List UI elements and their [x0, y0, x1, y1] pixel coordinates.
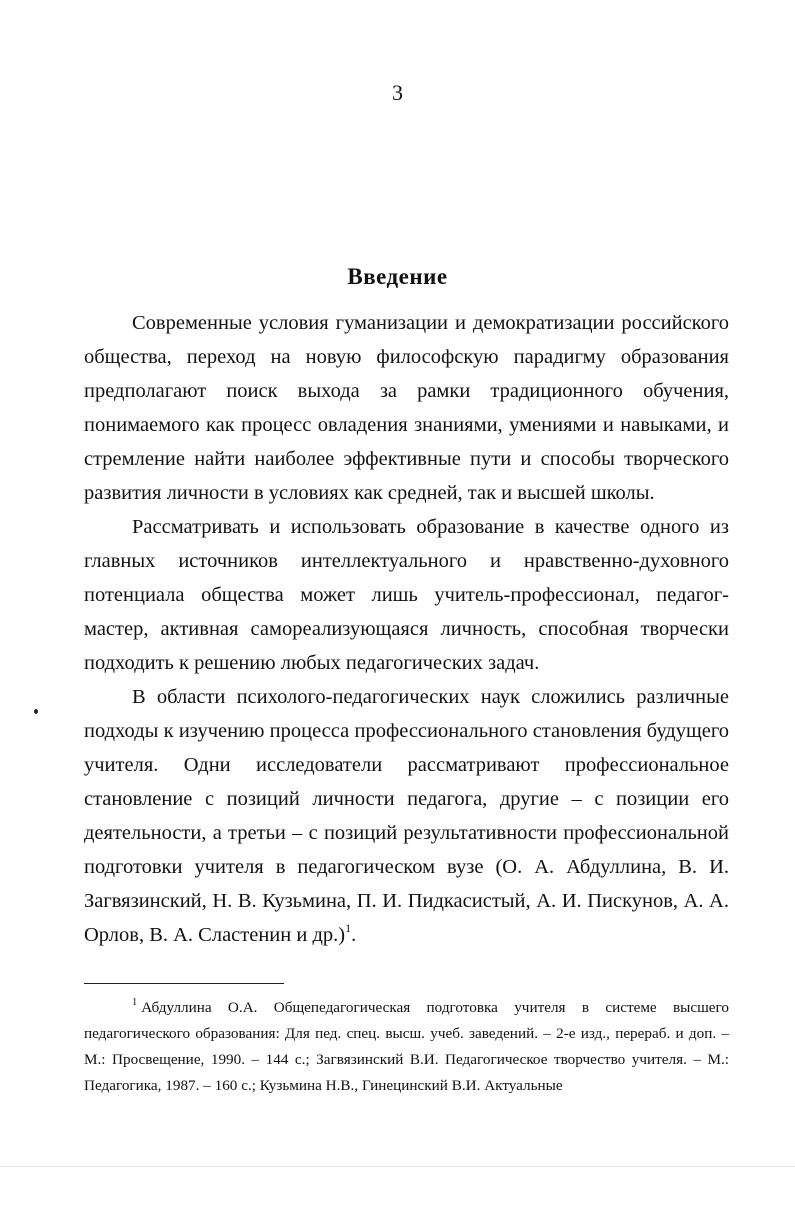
footnote-reference: 1 — [345, 921, 352, 935]
footnote-text: Абдуллина О.А. Общепедагогическая подготовка учителя в системе высшего педагогического образования: Для пед. спец. высш. учеб. заведений. – 2-е изд., перераб. и доп. – М.: Просвещение, 1990. – 144 с.; Загвязинский В.И. Педагогическое творчество учителя. – М.: Педагогика, 1987. – 160 с.; Кузьмина Н.В., Гинецинский В.И. Актуальные — [84, 999, 729, 1094]
footnote-marker: 1 — [132, 997, 138, 1008]
paragraph-2: Рассматривать и использовать образование в качестве одного из главных источников интеллектуального и нравственно-духовного потенциала общества может лишь учитель-профессионал, педагог-мастер, активная самореализующаяся личность, способная творчески подходить к решению любых педагогических задач. — [84, 516, 729, 674]
paragraph-3-tail: . — [351, 924, 357, 946]
page-number: 3 — [392, 80, 403, 105]
page-title: Введение — [347, 264, 448, 289]
paragraph-1: Современные условия гуманизации и демократизации российского общества, переход на новую философскую парадигму образования предполагают поиск выхода за рамки традиционного обучения, понимаемого как процесс овладения знаниями, умениями и навыками, и стремление найти наиболее эффективные пути и способы творческого развития личности в условиях как средней, так и высшей школы. — [84, 312, 729, 504]
scan-speck — [34, 709, 38, 714]
footnote — [84, 995, 729, 1099]
scan-edge-line — [0, 1166, 795, 1167]
paragraph-3-text: В области психолого-педагогических наук сложились различные подходы к изучению процесса профессионального становления будущего учителя. Одни исследователи рассматривают профессиональное становление с позиций личности педагога, другие – с позиции его деятельности, а третьи – с позиций результативности профессиональной подготовки учителя в педагогическом вузе (О. А. Абдуллина, В. И. Загвязинский, Н. В. Кузьмина, П. И. Пидкасистый, А. И. Пискунов, А. А. Орлов, В. А. Сластенин и др.) — [84, 686, 729, 946]
footnote-divider — [84, 983, 284, 984]
paragraph-3 — [84, 680, 729, 952]
body-text — [84, 306, 729, 952]
